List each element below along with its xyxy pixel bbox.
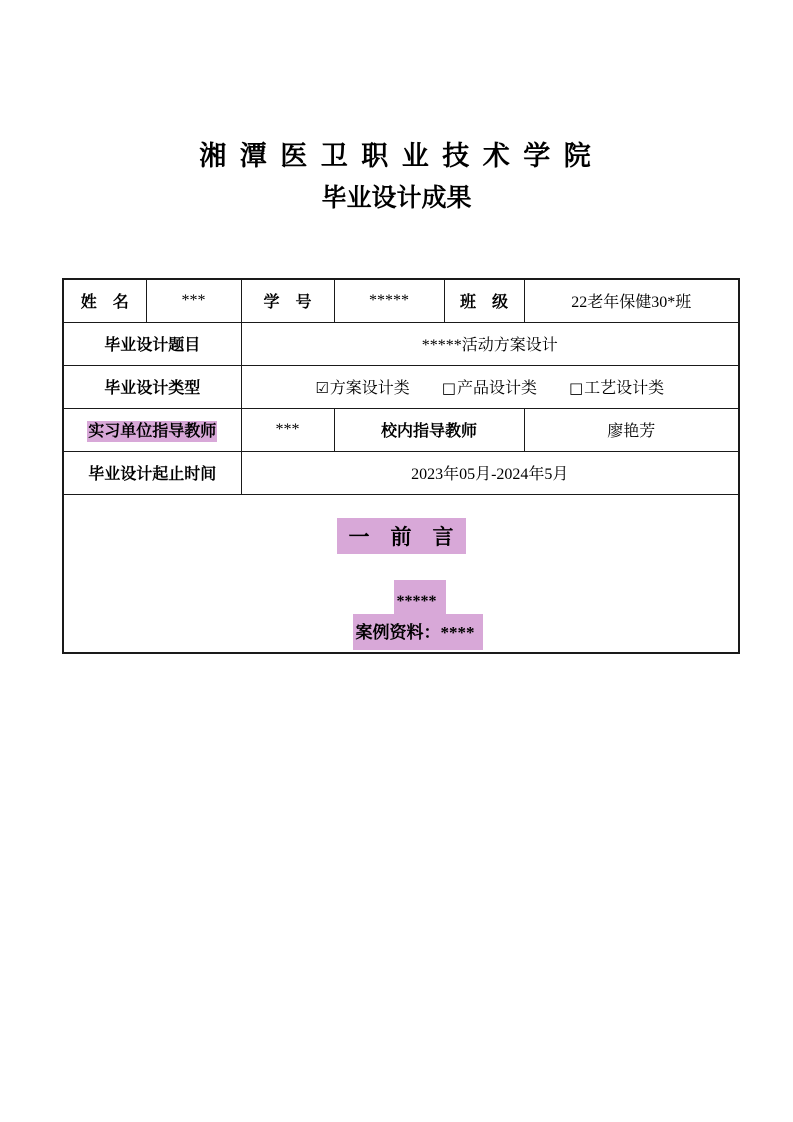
preface-heading xyxy=(66,518,736,554)
preface-heading-highlight: 一 前 言 xyxy=(337,518,466,554)
option-product-design-label: 产品设计类 xyxy=(456,380,537,397)
checkbox-unchecked-icon[interactable]: □ xyxy=(441,379,456,397)
checkbox-unchecked-icon[interactable]: □ xyxy=(568,379,584,397)
option-process-design-label: 工艺设计类 xyxy=(584,380,665,397)
table-row-content xyxy=(63,494,739,653)
student-id-label-cell: 学 号 xyxy=(241,279,334,322)
table-row-project-title xyxy=(63,322,739,365)
table-row-identity xyxy=(63,279,739,322)
table-row-duration xyxy=(63,451,739,494)
content-cell xyxy=(63,494,739,653)
checkbox-checked-icon[interactable]: ☑ xyxy=(315,379,329,397)
preface-line-1 xyxy=(103,580,736,614)
doc-title: 毕业设计成果 xyxy=(321,184,472,212)
table-row-advisors xyxy=(63,408,739,451)
option-plan-design-label: 方案设计类 xyxy=(329,380,410,397)
table-row-project-type xyxy=(63,365,739,408)
project-title-label-cell: 毕业设计题目 xyxy=(63,322,241,365)
student-id-value-cell: ***** xyxy=(334,279,444,322)
school-advisor-label-cell: 校内指导教师 xyxy=(334,408,524,451)
option-plan-design xyxy=(315,375,409,398)
project-title-value-cell: *****活动方案设计 xyxy=(241,322,739,365)
class-value-cell: 22老年保健30*班 xyxy=(524,279,739,322)
preface-line-1-highlight: ***** xyxy=(394,580,446,614)
project-type-options-cell xyxy=(241,365,739,408)
name-label-cell: 姓 名 xyxy=(63,279,146,322)
duration-value-cell: 2023年05月-2024年5月 xyxy=(241,451,739,494)
option-product-design xyxy=(442,375,537,398)
school-title: 湘 潭 医 卫 职 业 技 术 学 院 xyxy=(199,141,594,171)
internship-advisor-value-cell: *** xyxy=(241,408,334,451)
info-table xyxy=(62,278,740,654)
duration-label-cell: 毕业设计起止时间 xyxy=(63,451,241,494)
class-label-cell: 班 级 xyxy=(444,279,524,322)
internship-advisor-label-highlight: 实习单位指导教师 xyxy=(88,423,217,440)
option-process-design xyxy=(569,375,664,398)
name-value-cell: *** xyxy=(146,279,241,322)
school-advisor-value-cell: 廖艳芳 xyxy=(524,408,739,451)
project-type-label-cell: 毕业设计类型 xyxy=(63,365,241,408)
title-block xyxy=(0,0,793,214)
preface-line-2 xyxy=(99,614,736,650)
internship-advisor-label-cell xyxy=(63,408,241,451)
preface-line-2-highlight: 案例资料：**** xyxy=(353,614,483,650)
